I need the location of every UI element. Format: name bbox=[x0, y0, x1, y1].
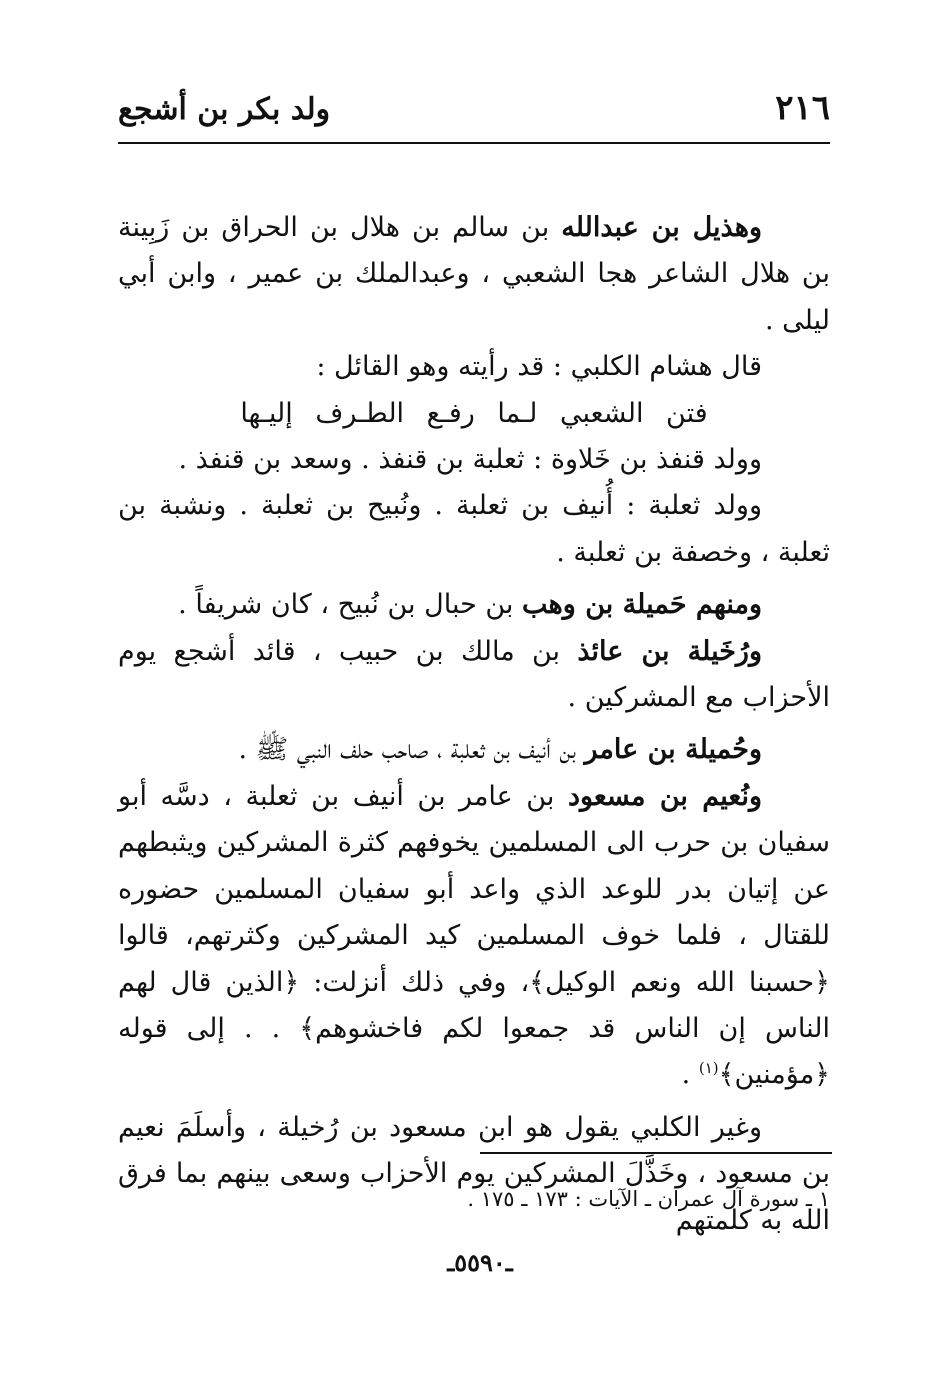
paragraph-text: بن أنيف بن ثعلبة ، صاحب حلف النبي ﷺ . bbox=[238, 734, 585, 766]
body-text bbox=[118, 205, 830, 1244]
paragraph-tail: . bbox=[681, 1059, 699, 1091]
paragraph-text: وغير الكلبي يقول هو ابن مسعود بن رُخيلة ، وأسلَمَ نعيم بن مسعود ، وخَذَّلَ المشركين يوم الأحزاب وسعى بينهم بما فرق الله به كلمتهم bbox=[118, 1111, 830, 1236]
paragraph bbox=[118, 483, 830, 576]
paragraph-lead: وهذيل بن عبدالله bbox=[561, 212, 762, 243]
paragraph bbox=[118, 205, 830, 344]
paragraph-text: بن سالم بن هلال بن الحراق بن زَبِينة بن هلال الشاعر هجا الشعبي ، وعبدالملك بن عمير ، وابن أبي ليلى . bbox=[118, 212, 830, 336]
paragraph bbox=[118, 774, 830, 1099]
poetry-verse bbox=[118, 391, 830, 437]
footnote-reference[interactable]: (١) bbox=[698, 1059, 719, 1078]
chapter-title: ولد بكر بن أشجع bbox=[118, 92, 331, 127]
paragraph-lead: ومنهم حَميلة بن وهب bbox=[522, 589, 762, 621]
running-header bbox=[118, 88, 830, 138]
paragraph-text: قال هشام الكلبي : قد رأيته وهو القائل : bbox=[316, 351, 762, 383]
paragraph bbox=[118, 1105, 830, 1244]
paragraph-text: وولد قنفذ بن خَلاوة : ثعلبة بن قنفذ . وسعد بن قنفذ . bbox=[178, 444, 762, 476]
paragraph-lead: ورُخَيلة بن عائذ bbox=[577, 635, 762, 667]
paragraph bbox=[118, 727, 830, 773]
footnote-rule bbox=[480, 1152, 832, 1154]
paragraph bbox=[118, 344, 830, 390]
folio-number: ـ٥٥٩٠ـ bbox=[447, 1248, 513, 1277]
paragraph bbox=[118, 582, 830, 628]
paragraph bbox=[118, 629, 830, 722]
paragraph bbox=[118, 437, 830, 483]
verse-text: فتن الشعبي لـما رفـع الطـرف إليـها bbox=[240, 397, 708, 429]
paragraph-lead: ونُعيم بن مسعود bbox=[567, 780, 762, 812]
header-rule bbox=[118, 142, 830, 144]
paragraph-text: بن حبال بن نُبيح ، كان شريفاً . bbox=[178, 589, 523, 621]
paragraph-text: بن عامر بن أنيف بن ثعلبة ، دسَّه أبو سفيان بن حرب الى المسلمين يخوفهم كثرة المشركين ويثبطهم عن إتيان بدر للوعد الذي واعد أبو سفيان المسلمين حضوره للقتال ، فلما خوف المسلمين كيد المشركين وكثرتهم، قالوا ﴿حسبنا الله ونعم الوكيل﴾، وفي ذلك أنزلت: ﴿الذين قال لهم الناس إن الناس قد جمعوا لكم فاخشوهم﴾ . . إلى قوله ﴿مؤمنين﴾ bbox=[118, 780, 830, 1091]
paragraph-text: بن مالك بن حبيب ، قائد أشجع يوم الأحزاب مع المشركين . bbox=[118, 635, 830, 714]
paragraph-text: وولد ثعلبة : أُنيف بن ثعلبة . ونُبيح بن ثعلبة . ونشبة بن ثعلبة ، وخصفة بن ثعلبة . bbox=[118, 490, 830, 568]
footnote: ١ ـ سورة آل عمران ـ الآيات : ١٧٣ ـ ١٧٥ . bbox=[467, 1187, 830, 1211]
paragraph-lead: وحُميلة بن عامر bbox=[584, 734, 762, 766]
page-number: ٢١٦ bbox=[775, 88, 830, 128]
